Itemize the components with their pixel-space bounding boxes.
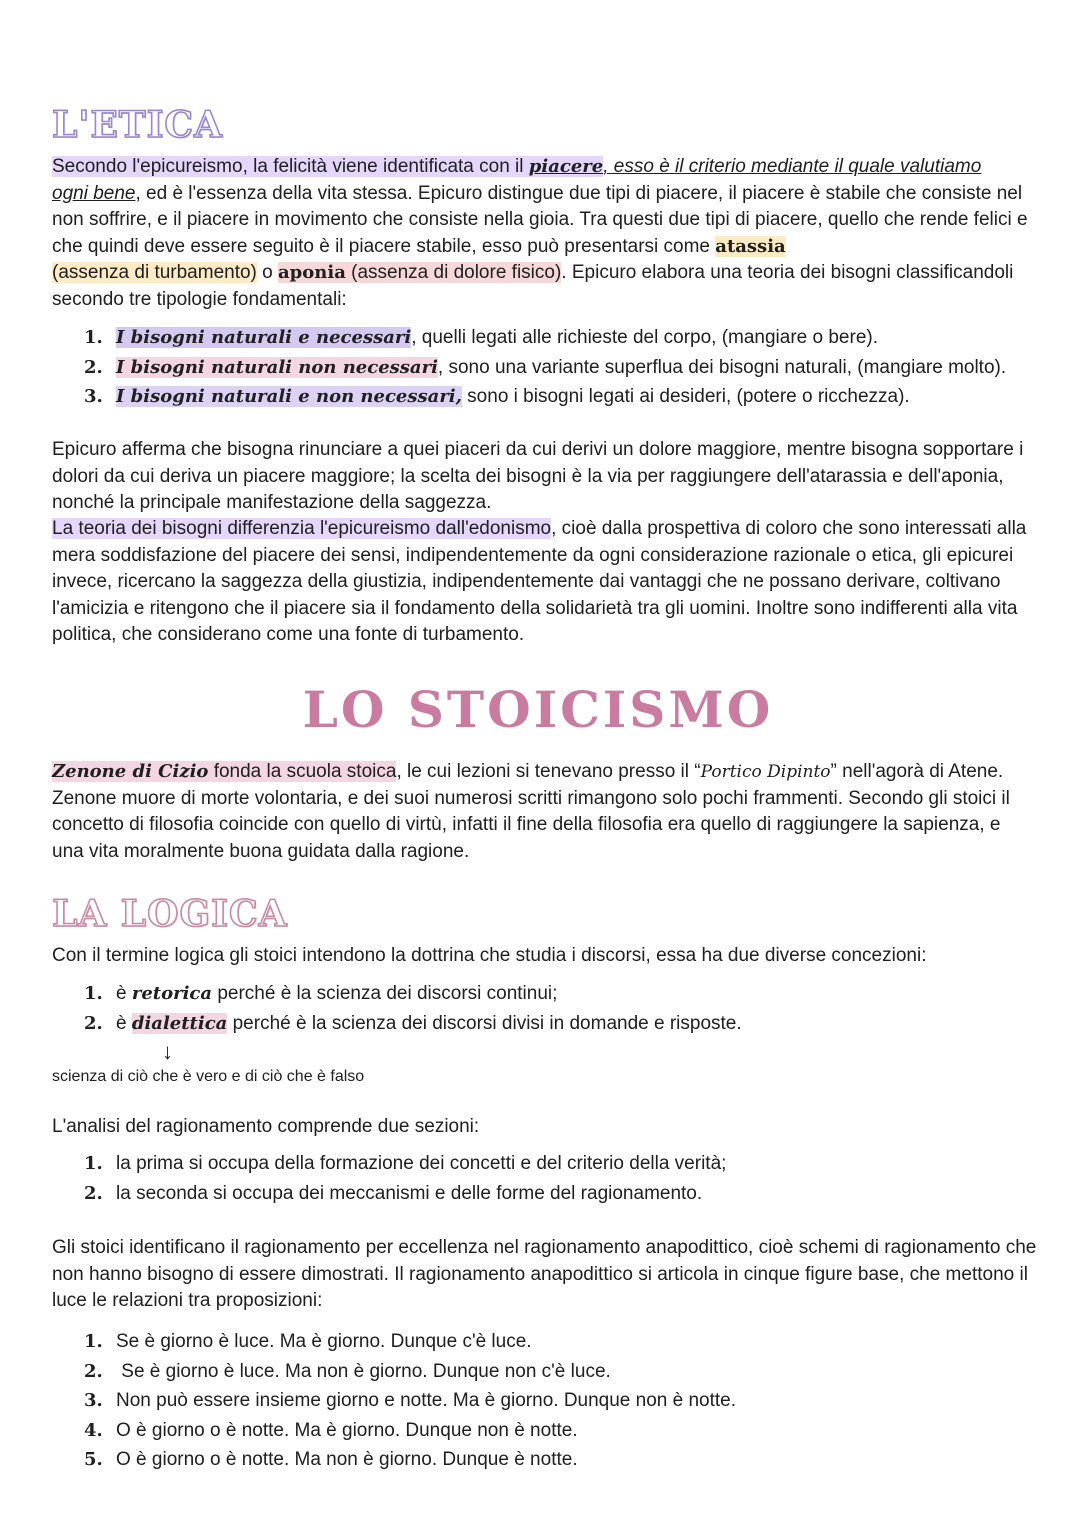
etica-paragraph-2: Epicuro afferma che bisogna rinunciare a quei piaceri da cui derivi un dolore maggiore, mentre bisogna sopportare i dolori da cui deriva un piacere maggiore; la scelta dei bisogni è la via per raggiungere dell'atarassia e dell'aponia, nonché la principale manifestazione della saggezza. (52, 439, 1024, 513)
heading-etica: L'ETICA (52, 104, 223, 146)
term-portico: Portico Dipinto (700, 762, 831, 782)
list-item: 4. O è giorno o è notte. Ma è giorno. Dunque non è notte. (84, 1419, 578, 1441)
list-item: 1. è retorica perché è la scienza dei discorsi continui; (84, 983, 558, 1004)
highlight-edonismo: La teoria dei bisogni differenzia l'epicureismo dall'edonismo (52, 518, 552, 539)
anapodittico-paragraph: Gli stoici identificano il ragionamento per eccellenza nel ragionamento anapodittico, cioè schemi di ragionamento che non hanno bisogno di essere dimostrati. Il ragionamento anapodittico si articola in cinque figure base, che mettono il luce le relazioni tra proposizioni: (52, 1237, 1037, 1311)
conceptions-list (84, 979, 1039, 1038)
needs-list (84, 323, 1039, 412)
list-item: 5. O è giorno o è notte. Ma non è giorno. Dunque è notte. (84, 1449, 578, 1470)
list-item: 2. la seconda si occupa dei meccanismi e delle forme del ragionamento. (84, 1182, 703, 1204)
highlight-atassia-def: (assenza di turbamento) (52, 262, 257, 283)
list-item: 1. Se è giorno è luce. Ma è giorno. Dunque c'è luce. (84, 1331, 532, 1352)
heading-stoicismo: LO STOICISMO (302, 680, 774, 739)
analysis-intro: L'analisi del ragionamento comprende due sezioni: (52, 1116, 480, 1137)
highlight-aponia: aponia (assenza di dolore fisico) (278, 262, 562, 283)
highlight-zenone: Zenone di Cizio fonda la scuola stoica (52, 761, 397, 782)
list-item: 3. I bisogni naturali e non necessari, sono i bisogni legati ai desideri, (potere o ricchezza). (84, 386, 910, 407)
term-piacere: piacere (528, 156, 604, 177)
etica-paragraph-1: Secondo l'epicureismo, la felicità viene identificata con il piacere, esso è il criterio mediante il quale valutiamo ogni bene, ed è l'essenza della vita stessa. Epicuro distingue due tipi di piacere, il piacere è stabile che consiste nel non soffrire, e il piacere in movimento che consiste nella gioia. Tra questi due tipi di piacere, quello che rende felici e che quindi deve essere seguito è il piacere stabile, esso può presentarsi come atassia (assenza di turbamento) o aponia (assenza di dolore fisico). Epicuro elabora una teoria dei bisogni classificandoli secondo tre tipologie fondamentali: (52, 156, 1028, 310)
list-item: 1. la prima si occupa della formazione dei concetti e del criterio della verità; (84, 1153, 727, 1174)
term-aponia: aponia (278, 262, 346, 283)
highlight-definition: Secondo l'epicureismo, la felicità viene identificata con il piacere (52, 156, 604, 177)
list-item: 2. è dialettica perché è la scienza dei discorsi divisi in domande e risposte. (84, 1012, 742, 1034)
list-item: 2. I bisogni naturali non necessari, sono una variante superflua dei bisogni naturali, (mangiare molto). (84, 356, 1007, 378)
list-item: 3. Non può essere insieme giorno e notte. Ma è giorno. Dunque non è notte. (84, 1390, 737, 1411)
term-atassia: atassia (715, 235, 786, 257)
down-arrow-icon: ↓ (162, 1039, 173, 1064)
stoicismo-paragraph: Zenone di Cizio fonda la scuola stoica, le cui lezioni si tenevano presso il “Portico Dipinto” nell'agorà di Atene. Zenone muore di morte volontaria, e dei suoi numerosi scritti rimangono solo pochi frammenti. Secondo gli stoici il concetto di filosofia coincide con quello di virtù, infatti il fine della filosofia era quello di raggiungere la sapienza, e una vita moralmente buona guidata dalla ragione. (52, 761, 1010, 862)
figures-list (84, 1327, 1039, 1475)
dialettica-note: scienza di ciò che è vero e di ciò che è falso (52, 1068, 365, 1085)
list-item: 2. Se è giorno è luce. Ma non è giorno. Dunque non c'è luce. (84, 1360, 611, 1382)
term-zenone: Zenone di Cizio (52, 761, 209, 782)
logica-intro: Con il termine logica gli stoici intendono la dottrina che studia i discorsi, essa ha due diverse concezioni: (52, 945, 927, 966)
etica-paragraph-3: La teoria dei bisogni differenzia l'epicureismo dall'edonismo, cioè dalla prospettiva di coloro che sono interessati alla mera soddisfazione del piacere dei sensi, indipendentemente da ogni considerazione razionale o etica, gli epicurei invece, ricercano la saggezza della giustizia, indipendentemente dai vantaggi che ne possano derivare, coltivano l'amicizia e ritengono che il piacere sia il fondamento della solidarietà tra gli uomini. Inoltre sono indifferenti alla vita politica, che considerano come una fonte di turbamento. (52, 518, 1027, 645)
sections-list (84, 1149, 1039, 1208)
list-item: 1. I bisogni naturali e necessari, quelli legati alle richieste del corpo, (mangiare o bere). (84, 327, 879, 348)
heading-logica: LA LOGICA (52, 893, 288, 935)
term-ogni-bene: ogni bene (52, 182, 136, 204)
